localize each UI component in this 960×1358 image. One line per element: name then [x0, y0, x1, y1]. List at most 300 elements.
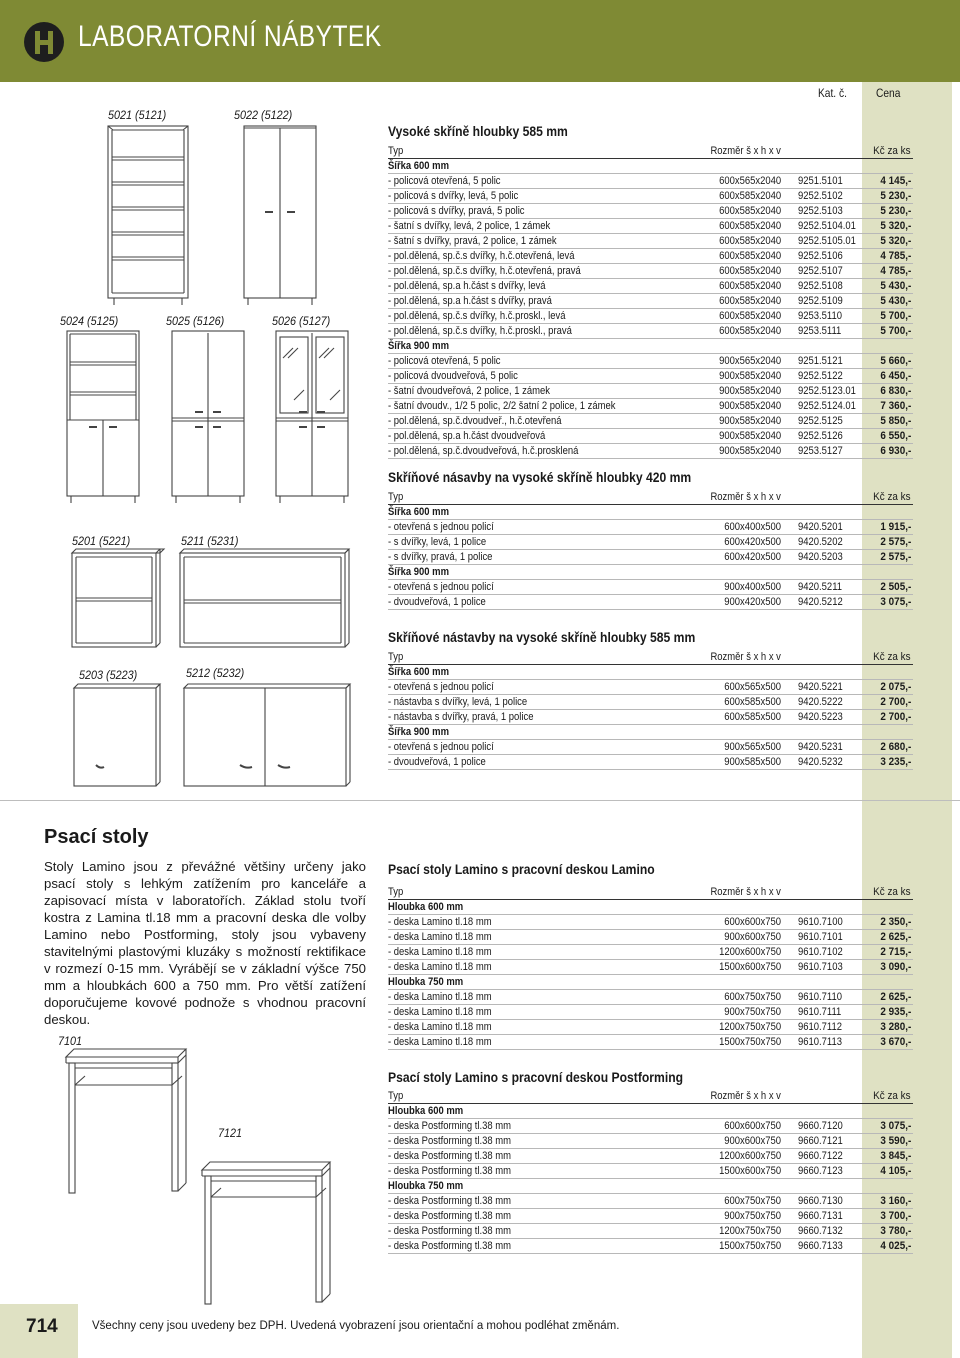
drawing-5022: [244, 126, 316, 305]
column-header: Rozměr š x h x v: [710, 886, 781, 898]
table-row: [388, 234, 913, 249]
item-dimensions: 1500x750x750: [718, 1240, 781, 1252]
item-dimensions: 600x585x2040: [718, 295, 781, 307]
group-label: Šířka 900 mm: [388, 726, 450, 738]
item-catalog-number: 9252.5105.01: [798, 235, 856, 247]
item-type: - deska Postforming tl.38 mm: [388, 1225, 512, 1237]
item-dimensions: 600x400x500: [724, 521, 781, 533]
item-type: - deska Lamino tl.18 mm: [388, 991, 492, 1003]
item-dimensions: 1200x750x750: [718, 1225, 781, 1237]
item-type: - pol.dělená, sp.a h.část s dvířky, pravá: [388, 295, 552, 307]
item-dimensions: 1500x750x750: [718, 1036, 781, 1048]
table-row: [388, 1035, 913, 1050]
item-price: 4 105,-: [880, 1165, 911, 1177]
item-type: - šatní s dvířky, pravá, 2 police, 1 zámek: [388, 235, 557, 247]
item-type: - otevřená s jednou policí: [388, 741, 494, 753]
desks-description: Stoly Lamino jsou z převážné většiny určeny jako psací stoly s lehkým zatížením pro kanceláře a zapisovací místa v laboratořích. Základ stolu tvoří kostra z Lamina tl.18 mm a pracovní deska dle volby Lamino nebo Postforming, stoly jsou vybaveny stavitelnými plastovými kluzáky s možností rektifikace v rozmezí 0-15 mm. Vyrábějí se v základní výšce 750 mm a hloubkách 600 a 750 mm. Pro větší zatížení doporučujeme kovové podnože s vhodnou pracovní deskou.: [44, 859, 366, 1027]
table-row: [388, 384, 913, 399]
item-price: 5 700,-: [880, 310, 911, 322]
item-type: - policová dvoudveřová, 5 polic: [388, 370, 518, 382]
item-price: 3 160,-: [880, 1195, 911, 1207]
drawing-5211: [180, 549, 349, 647]
item-type: - nástavba s dvířky, levá, 1 police: [388, 696, 528, 708]
item-price: 6 450,-: [880, 370, 911, 382]
item-price: 2 350,-: [880, 916, 911, 928]
item-dimensions: 900x585x2040: [718, 400, 781, 412]
page-title: LABORATORNÍ NÁBYTEK: [78, 20, 382, 53]
item-dimensions: 600x750x750: [724, 991, 781, 1003]
item-price: 5 320,-: [880, 235, 911, 247]
item-price: 2 505,-: [880, 581, 911, 593]
item-catalog-number: 9660.7121: [798, 1135, 843, 1147]
table-group-row: [388, 159, 913, 174]
item-type: - otevřená s jednou policí: [388, 581, 494, 593]
table-row: [388, 680, 913, 695]
table-row: [388, 369, 913, 384]
item-dimensions: 900x600x750: [724, 1135, 781, 1147]
drawing-label: 5211 (5231): [181, 534, 239, 548]
table-group-row: [388, 665, 913, 680]
item-type: - policová s dvířky, pravá, 5 polic: [388, 205, 525, 217]
item-dimensions: 600x585x500: [724, 696, 781, 708]
item-dimensions: 1200x750x750: [718, 1021, 781, 1033]
item-catalog-number: 9660.7131: [798, 1210, 843, 1222]
table-row: [388, 204, 913, 219]
drawing-label: 5022 (5122): [234, 108, 293, 122]
item-type: - šatní dvoudveřová, 2 police, 1 zámek: [388, 385, 550, 397]
table-row: [388, 1149, 913, 1164]
table-title: Vysoké skříně hloubky 585 mm: [388, 124, 568, 139]
table-row: [388, 945, 913, 960]
table-row: [388, 1239, 913, 1254]
drawing-label: 5025 (5126): [166, 314, 225, 328]
table-group-row: [388, 900, 913, 915]
desks-heading: Psací stoly: [44, 826, 149, 848]
table-row: [388, 1209, 913, 1224]
item-dimensions: 600x565x2040: [718, 175, 781, 187]
table-row: [388, 1005, 913, 1020]
item-dimensions: 900x750x750: [724, 1210, 781, 1222]
table-row: [388, 294, 913, 309]
item-type: - s dvířky, levá, 1 police: [388, 536, 487, 548]
item-price: 5 230,-: [880, 190, 911, 202]
item-catalog-number: 9251.5121: [798, 355, 843, 367]
group-label: Hloubka 750 mm: [388, 1180, 464, 1192]
item-price: 3 780,-: [880, 1225, 911, 1237]
item-catalog-number: 9420.5221: [798, 681, 843, 693]
table-row: [388, 399, 913, 414]
table-row: [388, 520, 913, 535]
item-catalog-number: 9252.5107: [798, 265, 843, 277]
item-type: - pol.dělená, sp.č.s dvířky, h.č.otevřená, pravá: [388, 265, 581, 277]
item-type: - policová otevřená, 5 polic: [388, 175, 501, 187]
item-price: 5 230,-: [880, 205, 911, 217]
item-type: - pol.dělená, sp.a h.část dvoudveřová: [388, 430, 546, 442]
item-dimensions: 600x585x500: [724, 711, 781, 723]
table-group-row: [388, 505, 913, 520]
item-price: 3 845,-: [880, 1150, 911, 1162]
table-row: [388, 535, 913, 550]
item-catalog-number: 9420.5222: [798, 696, 843, 708]
item-price: 2 575,-: [880, 536, 911, 548]
item-price: 3 075,-: [880, 596, 911, 608]
table-row: [388, 264, 913, 279]
table-row: [388, 595, 913, 610]
item-price: 6 550,-: [880, 430, 911, 442]
item-catalog-number: 9660.7123: [798, 1165, 843, 1177]
item-catalog-number: 9253.5127: [798, 445, 843, 457]
item-catalog-number: 9252.5123.01: [798, 385, 856, 397]
section-divider: [0, 800, 960, 801]
column-header: Typ: [388, 491, 404, 503]
column-label-cena: Cena: [876, 86, 901, 100]
item-price: 3 235,-: [880, 756, 911, 768]
item-type: - šatní s dvířky, levá, 2 police, 1 zámek: [388, 220, 551, 232]
table-group-row: [388, 339, 913, 354]
item-price: 7 360,-: [880, 400, 911, 412]
item-catalog-number: 9253.5111: [798, 325, 842, 337]
table-row: [388, 249, 913, 264]
item-dimensions: 1500x600x750: [718, 1165, 781, 1177]
table-row: [388, 710, 913, 725]
item-dimensions: 1500x600x750: [718, 961, 781, 973]
item-catalog-number: 9660.7130: [798, 1195, 843, 1207]
drawing-label: 5201 (5221): [72, 534, 131, 548]
column-header: Kč za ks: [873, 145, 911, 157]
item-catalog-number: 9420.5232: [798, 756, 843, 768]
item-catalog-number: 9420.5203: [798, 551, 843, 563]
item-dimensions: 1200x600x750: [718, 946, 781, 958]
item-price: 2 700,-: [880, 711, 911, 723]
item-dimensions: 900x565x500: [724, 741, 781, 753]
drawing-label: 7121: [218, 1126, 243, 1140]
item-dimensions: 600x585x2040: [718, 250, 781, 262]
item-price: 2 075,-: [880, 681, 911, 693]
item-price: 2 700,-: [880, 696, 911, 708]
item-catalog-number: 9610.7100: [798, 916, 843, 928]
item-type: - deska Lamino tl.18 mm: [388, 1021, 492, 1033]
item-price: 2 715,-: [880, 946, 911, 958]
drawing-label: 5203 (5223): [79, 668, 138, 682]
item-type: - deska Lamino tl.18 mm: [388, 931, 492, 943]
group-label: Hloubka 600 mm: [388, 901, 464, 913]
item-dimensions: 900x750x750: [724, 1006, 781, 1018]
table-header-row: [388, 490, 913, 505]
item-catalog-number: 9610.7111: [798, 1006, 842, 1018]
item-type: - deska Lamino tl.18 mm: [388, 946, 492, 958]
item-type: - deska Lamino tl.18 mm: [388, 961, 492, 973]
item-dimensions: 600x585x2040: [718, 235, 781, 247]
drawing-label: 5212 (5232): [186, 666, 245, 680]
drawing-label: 7101: [58, 1034, 83, 1048]
table-row: [388, 550, 913, 565]
item-type: - pol.dělená, sp.č.dvoudveřová, h.č.prosklená: [388, 445, 579, 457]
table-row: [388, 354, 913, 369]
item-type: - otevřená s jednou policí: [388, 521, 494, 533]
item-dimensions: 600x585x2040: [718, 265, 781, 277]
item-type: - deska Postforming tl.38 mm: [388, 1150, 512, 1162]
item-price: 5 700,-: [880, 325, 911, 337]
table-group-row: [388, 1104, 913, 1119]
table-row: [388, 915, 913, 930]
item-price: 3 280,-: [880, 1021, 911, 1033]
item-catalog-number: 9252.5104.01: [798, 220, 856, 232]
price-table-attachments: [388, 490, 913, 610]
item-type: - pol.dělená, sp.a h.část s dvířky, levá: [388, 280, 546, 292]
item-type: - deska Lamino tl.18 mm: [388, 1006, 492, 1018]
item-catalog-number: 9420.5211: [798, 581, 843, 593]
item-dimensions: 900x585x2040: [718, 445, 781, 457]
item-type: - dvoudveřová, 1 police: [388, 596, 486, 608]
item-price: 3 700,-: [880, 1210, 911, 1222]
item-price: 5 320,-: [880, 220, 911, 232]
table-row: [388, 324, 913, 339]
item-price: 2 935,-: [880, 1006, 911, 1018]
item-dimensions: 600x565x500: [724, 681, 781, 693]
price-table-extensions: [388, 650, 913, 770]
drawing-5024: [67, 331, 139, 503]
item-catalog-number: 9610.7103: [798, 961, 843, 973]
table-title: Skříňové nástavby na vysoké skříně hloubky 585 mm: [388, 630, 696, 645]
item-price: 4 785,-: [880, 265, 911, 277]
drawing-5026: [276, 331, 348, 503]
table-row: [388, 1164, 913, 1179]
item-type: - deska Postforming tl.38 mm: [388, 1195, 512, 1207]
table-title: Psací stoly Lamino s pracovní deskou Lamino: [388, 862, 655, 877]
item-price: 3 090,-: [880, 961, 911, 973]
item-dimensions: 900x585x2040: [718, 385, 781, 397]
table-group-row: [388, 565, 913, 580]
drawing-5025: [172, 331, 244, 503]
item-type: - policová otevřená, 5 polic: [388, 355, 501, 367]
group-label: Hloubka 600 mm: [388, 1105, 464, 1117]
item-type: - pol.dělená, sp.č.s dvířky, h.č.otevřená, levá: [388, 250, 575, 262]
item-type: - policová s dvířky, levá, 5 polic: [388, 190, 519, 202]
item-catalog-number: 9660.7132: [798, 1225, 843, 1237]
column-header: Rozměr š x h x v: [710, 491, 781, 503]
item-dimensions: 600x585x2040: [718, 220, 781, 232]
table-row: [388, 755, 913, 770]
item-price: 4 785,-: [880, 250, 911, 262]
table-row: [388, 279, 913, 294]
group-label: Šířka 900 mm: [388, 340, 450, 352]
table-title: Psací stoly Lamino s pracovní deskou Postforming: [388, 1070, 684, 1085]
item-catalog-number: 9252.5122: [798, 370, 843, 382]
item-dimensions: 600x585x2040: [718, 280, 781, 292]
table-row: [388, 1134, 913, 1149]
item-dimensions: 600x420x500: [724, 536, 781, 548]
item-price: 2 625,-: [880, 991, 911, 1003]
item-type: - otevřená s jednou policí: [388, 681, 494, 693]
table-row: [388, 444, 913, 459]
item-catalog-number: 9610.7102: [798, 946, 843, 958]
item-catalog-number: 9252.5125: [798, 415, 843, 427]
item-type: - deska Postforming tl.38 mm: [388, 1135, 512, 1147]
table-row: [388, 414, 913, 429]
price-table-desks-postforming: [388, 1089, 913, 1254]
item-dimensions: 900x585x2040: [718, 370, 781, 382]
item-dimensions: 600x420x500: [724, 551, 781, 563]
item-price: 5 430,-: [880, 295, 911, 307]
item-price: 2 575,-: [880, 551, 911, 563]
item-dimensions: 600x585x2040: [718, 325, 781, 337]
table-row: [388, 580, 913, 595]
column-header: Kč za ks: [873, 1090, 911, 1102]
item-dimensions: 900x565x2040: [718, 355, 781, 367]
column-header: Typ: [388, 145, 404, 157]
item-price: 5 850,-: [880, 415, 911, 427]
table-header-row: [388, 650, 913, 665]
column-header: Typ: [388, 886, 404, 898]
item-dimensions: 900x585x2040: [718, 430, 781, 442]
table-row: [388, 309, 913, 324]
column-label-kat: Kat. č.: [818, 86, 847, 100]
item-dimensions: 600x600x750: [724, 916, 781, 928]
table-row: [388, 740, 913, 755]
table-row: [388, 930, 913, 945]
item-dimensions: 600x585x2040: [718, 205, 781, 217]
drawing-5212: [184, 684, 350, 786]
item-price: 6 930,-: [880, 445, 911, 457]
item-dimensions: 900x400x500: [724, 581, 781, 593]
item-catalog-number: 9610.7113: [798, 1036, 843, 1048]
drawing-label: 5024 (5125): [60, 314, 119, 328]
drawing-5201: [72, 549, 164, 647]
column-header: Rozměr š x h x v: [710, 651, 781, 663]
item-catalog-number: 9420.5231: [798, 741, 843, 753]
item-dimensions: 900x585x2040: [718, 415, 781, 427]
item-catalog-number: 9252.5103: [798, 205, 843, 217]
item-price: 5 430,-: [880, 280, 911, 292]
item-price: 2 625,-: [880, 931, 911, 943]
column-header: Kč za ks: [873, 651, 911, 663]
item-price: 4 145,-: [880, 175, 911, 187]
column-header: Typ: [388, 1090, 404, 1102]
group-label: Šířka 900 mm: [388, 566, 450, 578]
column-header: Kč za ks: [873, 491, 911, 503]
column-header: Typ: [388, 651, 404, 663]
item-catalog-number: 9420.5212: [798, 596, 843, 608]
item-type: - dvoudveřová, 1 police: [388, 756, 486, 768]
item-catalog-number: 9420.5201: [798, 521, 843, 533]
table-row: [388, 990, 913, 1005]
item-catalog-number: 9252.5126: [798, 430, 843, 442]
item-catalog-number: 9252.5106: [798, 250, 843, 262]
item-type: - deska Postforming tl.38 mm: [388, 1210, 512, 1222]
item-type: - deska Postforming tl.38 mm: [388, 1240, 512, 1252]
table-row: [388, 174, 913, 189]
column-header: Kč za ks: [873, 886, 911, 898]
item-catalog-number: 9252.5108: [798, 280, 843, 292]
table-row: [388, 960, 913, 975]
price-table-desks-lamino: [388, 885, 913, 1050]
table-title: Skříňové násavby na vysoké skříně hloubky 420 mm: [388, 470, 692, 485]
item-catalog-number: 9252.5124.01: [798, 400, 856, 412]
item-catalog-number: 9252.5102: [798, 190, 843, 202]
item-catalog-number: 9610.7112: [798, 1021, 843, 1033]
item-type: - deska Lamino tl.18 mm: [388, 1036, 492, 1048]
item-dimensions: 1200x600x750: [718, 1150, 781, 1162]
item-dimensions: 900x420x500: [724, 596, 781, 608]
item-dimensions: 900x600x750: [724, 931, 781, 943]
drawing-7101: [66, 1049, 186, 1193]
item-price: 2 680,-: [880, 741, 911, 753]
group-label: Šířka 600 mm: [388, 666, 450, 678]
drawing-5203: [74, 684, 160, 786]
table-row: [388, 1194, 913, 1209]
column-header: Rozměr š x h x v: [710, 145, 781, 157]
item-price: 3 670,-: [880, 1036, 911, 1048]
item-type: - pol.dělená, sp.č.dvoudveř., h.č.otevřená: [388, 415, 562, 427]
item-dimensions: 900x585x500: [724, 756, 781, 768]
column-header: Rozměr š x h x v: [710, 1090, 781, 1102]
item-type: - nástavba s dvířky, pravá, 1 police: [388, 711, 534, 723]
group-label: Šířka 600 mm: [388, 160, 450, 172]
table-row: [388, 219, 913, 234]
table-row: [388, 1224, 913, 1239]
table-header-row: [388, 144, 913, 159]
item-price: 6 830,-: [880, 385, 911, 397]
item-price: 5 660,-: [880, 355, 911, 367]
table-group-row: [388, 975, 913, 990]
item-price: 4 025,-: [880, 1240, 911, 1252]
table-row: [388, 1020, 913, 1035]
price-table-tall-cabinets: [388, 144, 913, 459]
item-type: - šatní dvoudv., 1/2 5 polic, 2/2 šatní 2 police, 1 zámek: [388, 400, 616, 412]
table-header-row: [388, 1089, 913, 1104]
footer-note: Všechny ceny jsou uvedeny bez DPH. Uvedená vyobrazení jsou orientační a mohou podléhat změnám.: [92, 1320, 620, 1332]
item-dimensions: 600x585x2040: [718, 190, 781, 202]
item-catalog-number: 9660.7133: [798, 1240, 843, 1252]
drawing-5021: [108, 126, 188, 305]
drawing-label: 5021 (5121): [108, 108, 167, 122]
drawing-7121: [202, 1162, 330, 1304]
item-price: 3 590,-: [880, 1135, 911, 1147]
item-dimensions: 600x750x750: [724, 1195, 781, 1207]
item-catalog-number: 9253.5110: [798, 310, 843, 322]
item-catalog-number: 9420.5223: [798, 711, 843, 723]
table-group-row: [388, 1179, 913, 1194]
item-catalog-number: 9251.5101: [798, 175, 843, 187]
item-type: - deska Postforming tl.38 mm: [388, 1120, 512, 1132]
item-dimensions: 600x585x2040: [718, 310, 781, 322]
group-label: Šířka 600 mm: [388, 506, 450, 518]
item-price: 3 075,-: [880, 1120, 911, 1132]
item-type: - pol.dělená, sp.č.s dvířky, h.č.proskl., levá: [388, 310, 566, 322]
item-dimensions: 600x600x750: [724, 1120, 781, 1132]
table-row: [388, 429, 913, 444]
item-catalog-number: 9660.7120: [798, 1120, 843, 1132]
table-header-row: [388, 885, 913, 900]
item-type: - pol.dělená, sp.č.s dvířky, h.č.proskl., pravá: [388, 325, 572, 337]
page-number: 714: [26, 1316, 58, 1337]
table-row: [388, 189, 913, 204]
item-type: - deska Lamino tl.18 mm: [388, 916, 492, 928]
item-catalog-number: 9610.7110: [798, 991, 843, 1003]
item-catalog-number: 9252.5109: [798, 295, 843, 307]
item-catalog-number: 9610.7101: [798, 931, 843, 943]
item-catalog-number: 9660.7122: [798, 1150, 843, 1162]
drawing-label: 5026 (5127): [272, 314, 331, 328]
item-type: - s dvířky, pravá, 1 police: [388, 551, 493, 563]
table-row: [388, 1119, 913, 1134]
table-row: [388, 695, 913, 710]
item-price: 1 915,-: [880, 521, 911, 533]
item-type: - deska Postforming tl.38 mm: [388, 1165, 512, 1177]
item-catalog-number: 9420.5202: [798, 536, 843, 548]
table-group-row: [388, 725, 913, 740]
group-label: Hloubka 750 mm: [388, 976, 464, 988]
